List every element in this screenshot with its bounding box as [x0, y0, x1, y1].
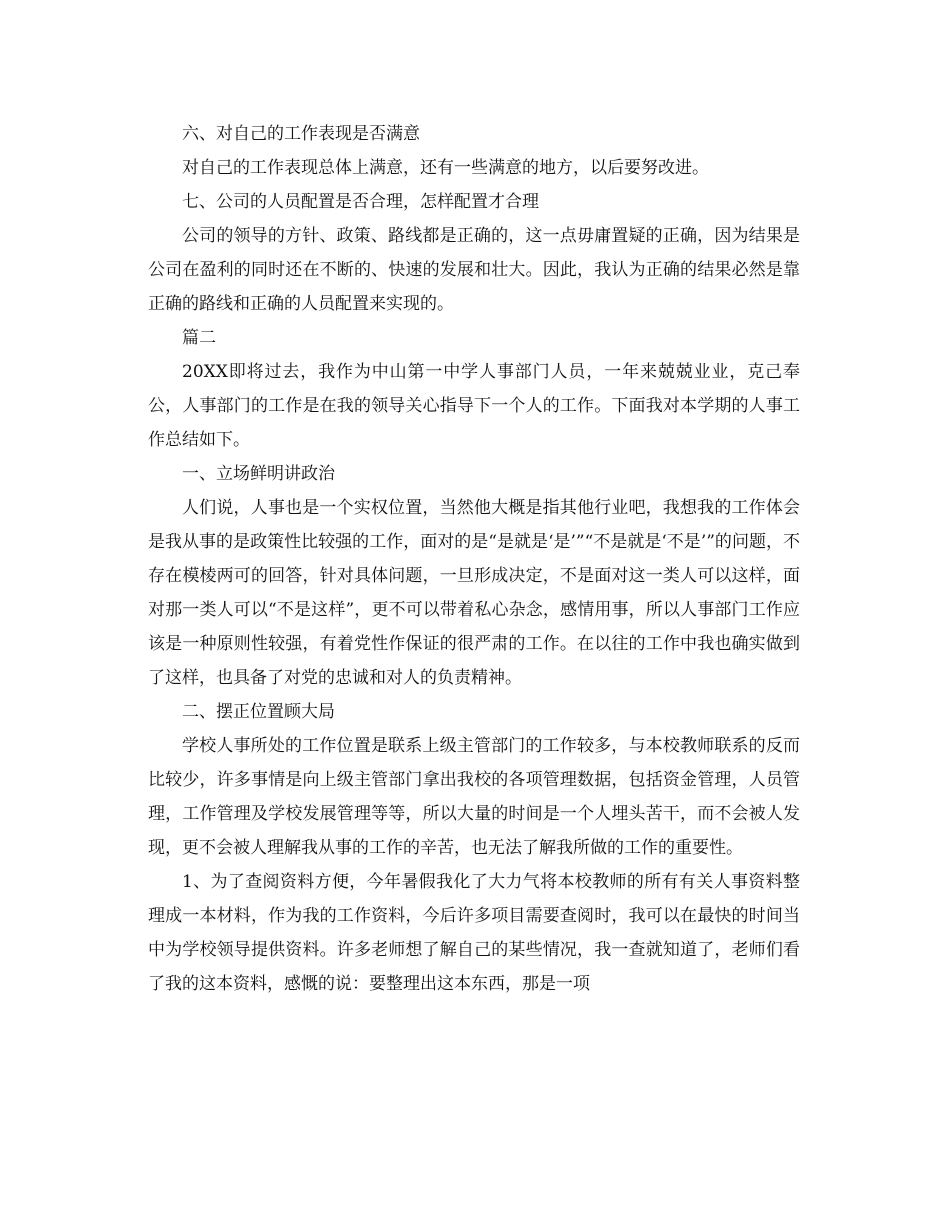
section-heading-6: 六、对自己的工作表现是否满意: [182, 124, 420, 144]
section-heading-2: 二、摆正位置顾大局: [182, 702, 335, 722]
document-body: [148, 117, 800, 1001]
paragraph: 学校人事所处的工作位置是联系上级主管部门的工作较多，与本校教师联系的反而比较少，许多事情是向上级主管部门拿出我校的各项管理数据，包括资金管理，人员管理，工作管理及学校发展管理等等，所以大量的时间是一个人埋头苦干，而不会被人发现，更不会被人理解我从事的工作的辛苦，也无法了解我所做的工作的重要性。: [148, 736, 800, 858]
section-heading-1: 一、立场鲜明讲政治: [182, 464, 335, 484]
part-heading: 篇二: [182, 328, 216, 348]
paragraph: 对自己的工作表现总体上满意，还有一些满意的地方，以后要努改进。: [182, 158, 709, 178]
paragraph: 人们说，人事也是一个实权位置，当然他大概是指其他行业吧，我想我的工作体会是我从事的是政策性比较强的工作，面对的是“是就是‘是’”“不是就是‘不是’”的问题，不存在模棱两可的回答，针对具体问题，一旦形成决定，不是面对这一类人可以这样，面对那一类人可以“不是这样”，更不可以带着私心杂念，感情用事，所以人事部门工作应该是一种原则性较强，有着党性作保证的很严肃的工作。在以往的工作中我也确实做到了这样，也具备了对党的忠诚和对人的负责精神。: [148, 498, 800, 688]
paragraph: 1、为了查阅资料方便，今年暑假我化了大力气将本校教师的所有有关人事资料整理成一本材料，作为我的工作资料，今后许多项目需要查阅时，我可以在最快的时间当中为学校领导提供资料。许多老师想了解自己的某些情况，我一查就知道了，老师们看了我的这本资料，感慨的说：要整理出这本东西，那是一项: [148, 872, 800, 994]
paragraph: 20XX即将过去，我作为中山第一中学人事部门人员，一年来兢兢业业，克己奉公，人事部门的工作是在我的领导关心指导下一个人的工作。下面我对本学期的人事工作总结如下。: [148, 362, 800, 450]
paragraph: 公司的领导的方针、政策、路线都是正确的，这一点毋庸置疑的正确，因为结果是公司在盈利的同时还在不断的、快速的发展和壮大。因此，我认为正确的结果必然是靠正确的路线和正确的人员配置来实现的。: [148, 226, 800, 314]
section-heading-7: 七、公司的人员配置是否合理，怎样配置才合理: [182, 192, 539, 212]
